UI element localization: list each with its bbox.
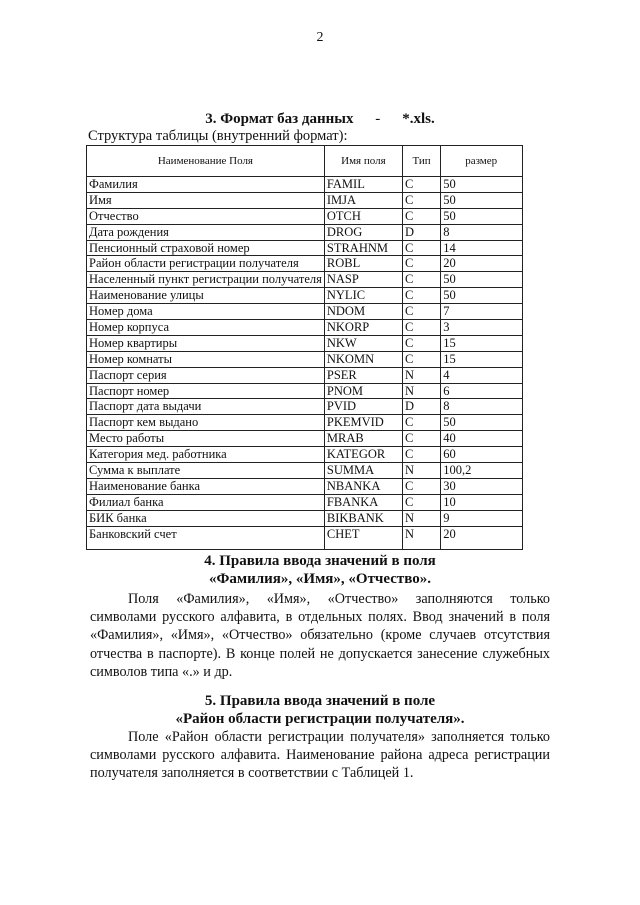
cell-field-id: PNOM — [324, 383, 402, 399]
structure-table — [86, 145, 523, 550]
cell-field-name: Место работы — [87, 431, 325, 447]
cell-field-name: БИК банка — [87, 510, 325, 526]
table-row — [87, 192, 523, 208]
table-row — [87, 399, 523, 415]
section-4-title-line1: 4. Правила ввода значений в поля — [204, 553, 436, 569]
cell-size: 50 — [441, 288, 523, 304]
cell-field-id: FBANKA — [324, 494, 402, 510]
cell-type: C — [402, 272, 440, 288]
cell-field-name: Категория мед. работника — [87, 447, 325, 463]
cell-type: N — [402, 510, 440, 526]
cell-field-name: Наименование банка — [87, 478, 325, 494]
cell-type: C — [402, 494, 440, 510]
table-row — [87, 335, 523, 351]
cell-field-id: STRAHNM — [324, 240, 402, 256]
cell-size: 50 — [441, 272, 523, 288]
cell-field-id: PVID — [324, 399, 402, 415]
cell-size: 60 — [441, 447, 523, 463]
table-header-row — [87, 146, 523, 177]
table-row — [87, 351, 523, 367]
cell-type: C — [402, 351, 440, 367]
cell-field-id: PKEMVID — [324, 415, 402, 431]
cell-field-id: FAMIL — [324, 177, 402, 193]
cell-field-id: ROBL — [324, 256, 402, 272]
cell-size: 100,2 — [441, 463, 523, 479]
cell-size: 50 — [441, 208, 523, 224]
cell-field-name: Паспорт кем выдано — [87, 415, 325, 431]
table-row — [87, 288, 523, 304]
cell-type: N — [402, 383, 440, 399]
cell-size: 6 — [441, 383, 523, 399]
cell-field-id: OTCH — [324, 208, 402, 224]
cell-type: D — [402, 399, 440, 415]
section-5-title-line2: «Район области регистрации получателя». — [175, 711, 465, 727]
cell-size: 9 — [441, 510, 523, 526]
cell-type: C — [402, 478, 440, 494]
cell-type: C — [402, 256, 440, 272]
table-row — [87, 510, 523, 526]
cell-size: 7 — [441, 304, 523, 320]
section-3-heading: 3. Формат баз данных — [205, 111, 354, 127]
table-row — [87, 383, 523, 399]
section-4-title — [0, 552, 640, 588]
cell-type: C — [402, 304, 440, 320]
cell-type: N — [402, 367, 440, 383]
cell-field-name: Паспорт дата выдачи — [87, 399, 325, 415]
cell-field-id: IMJA — [324, 192, 402, 208]
section-4-title-line2: «Фамилия», «Имя», «Отчество». — [208, 571, 432, 587]
section-3-format: *.xls. — [402, 111, 435, 127]
cell-field-name: Номер комнаты — [87, 351, 325, 367]
cell-type: N — [402, 526, 440, 549]
cell-type: C — [402, 192, 440, 208]
cell-type: C — [402, 431, 440, 447]
cell-field-name: Номер дома — [87, 304, 325, 320]
table-row — [87, 320, 523, 336]
cell-field-id: BIKBANK — [324, 510, 402, 526]
cell-field-id: PSER — [324, 367, 402, 383]
cell-type: N — [402, 463, 440, 479]
cell-field-id: NKORP — [324, 320, 402, 336]
section-4-body: Поля «Фамилия», «Имя», «Отчество» заполняются только символами русского алфавита, в отдельных полях. Ввод значений в поля «Фамилия», «Имя», «Отчество» обязательно (кроме случаев отсутствия отчества в паспорте). В конце полей не допускается занесение служебных символов типа «.» и др. — [90, 591, 550, 680]
table-row — [87, 177, 523, 193]
cell-field-name: Сумма к выплате — [87, 463, 325, 479]
cell-field-name: Населенный пункт регистрации получателя — [87, 272, 325, 288]
cell-size: 50 — [441, 192, 523, 208]
header-field-name: Наименование Поля — [87, 146, 325, 177]
header-field-id: Имя поля — [324, 146, 402, 177]
cell-field-id: KATEGOR — [324, 447, 402, 463]
cell-field-id: NDOM — [324, 304, 402, 320]
cell-field-name: Филиал банка — [87, 494, 325, 510]
cell-field-name: Паспорт номер — [87, 383, 325, 399]
table-row — [87, 494, 523, 510]
cell-field-name: Дата рождения — [87, 224, 325, 240]
cell-field-name: Наименование улицы — [87, 288, 325, 304]
cell-type: D — [402, 224, 440, 240]
page-number: 2 — [316, 30, 324, 45]
cell-size: 20 — [441, 256, 523, 272]
section-5-title — [0, 692, 640, 728]
cell-field-id: NKOMN — [324, 351, 402, 367]
cell-size: 30 — [441, 478, 523, 494]
table-row — [87, 526, 523, 549]
cell-type: C — [402, 320, 440, 336]
table-row — [87, 224, 523, 240]
header-size: размер — [441, 146, 523, 177]
table-row — [87, 431, 523, 447]
cell-size: 50 — [441, 415, 523, 431]
table-row — [87, 240, 523, 256]
cell-size: 3 — [441, 320, 523, 336]
cell-field-name: Фамилия — [87, 177, 325, 193]
cell-field-id: SUMMA — [324, 463, 402, 479]
cell-field-id: NBANKA — [324, 478, 402, 494]
cell-field-id: CHET — [324, 526, 402, 549]
cell-size: 15 — [441, 351, 523, 367]
cell-field-name: Паспорт серия — [87, 367, 325, 383]
cell-type: C — [402, 208, 440, 224]
cell-field-name: Номер квартиры — [87, 335, 325, 351]
cell-field-id: NKW — [324, 335, 402, 351]
cell-size: 8 — [441, 399, 523, 415]
cell-field-name: Имя — [87, 192, 325, 208]
section-5-body: Поле «Район области регистрации получателя» заполняется только символами русского алфавита. Наименование района адреса регистрации получателя заполняется в соответствии с Таблицей 1. — [90, 729, 550, 782]
cell-size: 50 — [441, 177, 523, 193]
cell-field-name: Номер корпуса — [87, 320, 325, 336]
cell-size: 8 — [441, 224, 523, 240]
table-row — [87, 208, 523, 224]
cell-size: 14 — [441, 240, 523, 256]
cell-type: C — [402, 240, 440, 256]
table-body — [87, 177, 523, 550]
section-3-dash: - — [375, 111, 381, 127]
cell-type: C — [402, 447, 440, 463]
cell-size: 20 — [441, 526, 523, 549]
cell-size: 40 — [441, 431, 523, 447]
cell-field-id: NYLIC — [324, 288, 402, 304]
cell-size: 4 — [441, 367, 523, 383]
table-row — [87, 256, 523, 272]
cell-field-name: Банковский счет — [87, 526, 325, 549]
table-row — [87, 447, 523, 463]
cell-type: C — [402, 335, 440, 351]
header-type: Тип — [402, 146, 440, 177]
table-row — [87, 415, 523, 431]
cell-size: 10 — [441, 494, 523, 510]
cell-field-id: NASP — [324, 272, 402, 288]
cell-field-name: Пенсионный страховой номер — [87, 240, 325, 256]
table-row — [87, 367, 523, 383]
cell-type: C — [402, 177, 440, 193]
table-row — [87, 478, 523, 494]
table-row — [87, 272, 523, 288]
table-row — [87, 304, 523, 320]
table-row — [87, 463, 523, 479]
section-3-title — [0, 110, 640, 128]
cell-field-id: DROG — [324, 224, 402, 240]
cell-field-name: Отчество — [87, 208, 325, 224]
cell-type: C — [402, 415, 440, 431]
cell-field-id: MRAB — [324, 431, 402, 447]
table-caption: Структура таблицы (внутренний формат): — [88, 128, 348, 144]
cell-field-name: Район области регистрации получателя — [87, 256, 325, 272]
cell-type: C — [402, 288, 440, 304]
cell-size: 15 — [441, 335, 523, 351]
section-5-title-line1: 5. Правила ввода значений в поле — [204, 693, 436, 709]
